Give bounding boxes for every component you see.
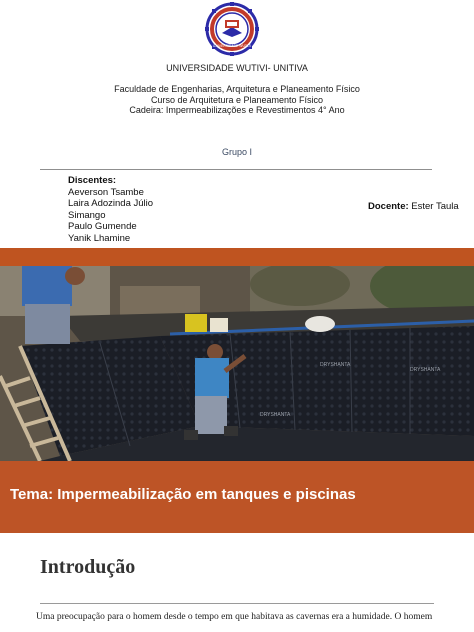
student-name: Laira Adozinda Júlio	[68, 198, 154, 209]
accent-bar	[0, 248, 474, 266]
membrane-label: DRYSHANTA	[260, 412, 291, 418]
teacher-name: Ester Taula	[411, 201, 459, 212]
subject-line: Cadeira: Impermeabilizações e Revestimentos 4° Ano	[129, 105, 345, 115]
students-block	[68, 175, 153, 244]
teacher	[368, 201, 459, 212]
university-seal-icon	[203, 2, 261, 56]
waterproofing-pool-construction-photo	[0, 266, 474, 461]
theme-title: Tema: Impermeabilização em tanques e piscinas	[10, 486, 356, 503]
seal-text: UNIVERSIDADE WUTIVI	[212, 44, 252, 48]
faculty-line: Faculdade de Engenharias, Arquitetura e Planeamento Físico	[114, 84, 360, 94]
course-line: Curso de Arquitetura e Planeamento Físico	[150, 94, 324, 105]
intro-paragraph: Uma preocupação para o homem desde o tempo em que habitava as cavernas era a humidade. O homem	[36, 612, 433, 622]
membrane-label: DRYSHANTA	[320, 362, 351, 368]
student-name: Simango	[68, 209, 106, 221]
group-label: Grupo I	[221, 147, 252, 157]
teacher-label: Docente:	[368, 201, 409, 212]
membrane-label: DRYSHANTA	[410, 367, 441, 373]
university-name: UNIVERSIDADE WUTIVI- UNITIVA	[166, 63, 308, 73]
section-title: Introdução	[40, 556, 136, 578]
student-name: Aeverson Tsambe	[68, 186, 144, 198]
students-heading: Discentes:	[68, 175, 117, 186]
divider	[40, 603, 434, 604]
faculty-info	[0, 84, 474, 116]
student-name: Yanik Lhamine	[68, 232, 131, 244]
divider	[40, 169, 432, 170]
student-name: Paulo Gumende	[68, 221, 137, 232]
